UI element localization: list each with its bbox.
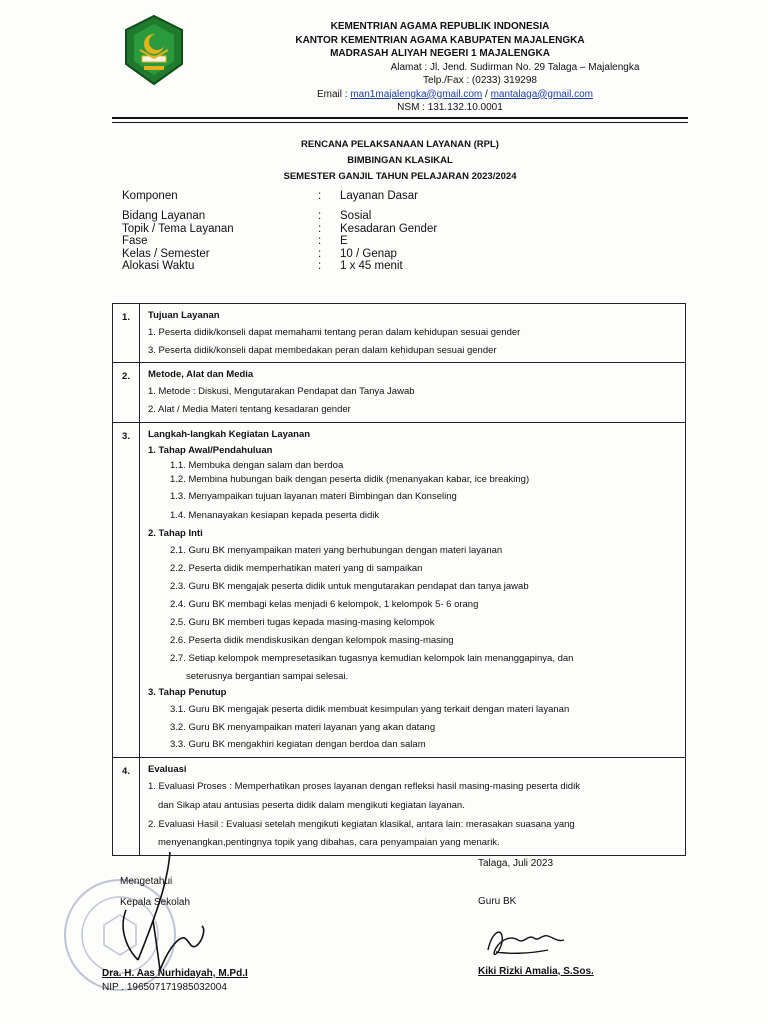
section-heading: Tujuan Layanan: [148, 310, 220, 321]
place-date: Talaga, Juli 2023: [478, 858, 554, 869]
letterhead-school: MADRASAH ALIYAH NEGERI 1 MAJALENGKA: [330, 48, 550, 59]
headmaster-known-label: Mengetahui: [120, 876, 173, 887]
section-body: [140, 758, 686, 856]
list-item: 2. Evaluasi Hasil : Evaluasi setelah mengikuti kegiatan klasikal, antara lain: merasakan suasana yang: [148, 819, 575, 830]
section-heading: Langkah-langkah Kegiatan Layanan: [148, 429, 311, 440]
section-number: 2.: [113, 363, 140, 423]
table-row: [113, 363, 686, 423]
headmaster-title: Kepala Sekolah: [120, 897, 191, 908]
meta-colon: :: [318, 260, 322, 272]
section-body: [140, 423, 686, 758]
list-item-continuation: seterusnya bergantian sampai selesai.: [186, 671, 349, 682]
list-item: 3.2. Guru BK menyampaikan materi layanan yang akan datang: [170, 722, 436, 733]
meta-key: Komponen: [122, 190, 178, 202]
list-item: 3.1. Guru BK mengajak peserta didik membuat kesimpulan yang terkait dengan materi layanan: [170, 704, 570, 715]
email-separator: /: [482, 88, 491, 100]
list-item: 1.4. Menanayakan kesiapan kepada peserta didik: [170, 510, 380, 521]
letterhead-divider-thick: [112, 117, 688, 119]
meta-colon: :: [318, 190, 322, 202]
phase-title: 1. Tahap Awal/Pendahuluan: [148, 445, 273, 456]
list-item: 2.4. Guru BK membagi kelas menjadi 6 kelompok, 1 kelompok 5- 6 orang: [170, 599, 479, 610]
meta-colon: :: [318, 222, 322, 235]
section-number: 4.: [113, 758, 140, 856]
headmaster-signature-icon: [98, 850, 228, 985]
list-item-continuation: menyenangkan,pentingnya topik yang dibahas, cara penyampaian yang menarik.: [158, 837, 500, 848]
meta-key: Topik / Tema Layanan: [122, 222, 234, 235]
letterhead-phone: Telp./Fax : (0233) 319298: [423, 75, 537, 86]
title-line-3: SEMESTER GANJIL TAHUN PELAJARAN 2023/2024: [283, 171, 517, 182]
section-number: 3.: [113, 423, 140, 758]
letterhead: [210, 20, 670, 115]
meta-colon: :: [318, 247, 322, 260]
meta-key: Kelas / Semester: [122, 247, 210, 260]
meta-value: Layanan Dasar: [340, 190, 418, 202]
email-link-1[interactable]: man1majalengka@gmail.com: [350, 88, 483, 100]
list-item: 2.7. Setiap kelompok mempresetasikan tugasnya kemudian kelompok lain menanggapinya, dan: [170, 653, 574, 664]
meta-value: Kesadaran Gender: [340, 222, 438, 235]
phase-title: 3. Tahap Penutup: [148, 687, 227, 698]
list-item: 2.2. Peserta didik memperhatikan materi yang di sampaikan: [170, 563, 423, 574]
meta-value: 1 x 45 menit: [340, 260, 403, 272]
counselor-signature-icon: [478, 920, 568, 970]
meta-colon: :: [318, 235, 322, 247]
list-item: 3. Peserta didik/konseli dapat membedakan peran dalam kehidupan sesuai gender: [148, 345, 497, 356]
list-item: 2.5. Guru BK memberi tugas kepada masing-masing kelompok: [170, 617, 435, 628]
section-heading: Evaluasi: [148, 764, 187, 775]
meta-colon: :: [318, 210, 322, 222]
meta-value: Sosial: [340, 210, 372, 222]
document-title: [140, 137, 660, 185]
meta-key: Alokasi Waktu: [122, 260, 195, 272]
rpl-table: [112, 303, 686, 856]
section-body: [140, 363, 686, 423]
table-row: [113, 423, 686, 758]
letterhead-divider-thin: [112, 122, 688, 123]
list-item-continuation: dan Sikap atau antusias peserta didik dalam mengikuti kegiatan layanan.: [158, 800, 465, 811]
list-item: 1.3. Menyampaikan tujuan layanan materi Bimbingan dan Konseling: [170, 491, 457, 502]
section-heading: Metode, Alat dan Media: [148, 369, 254, 380]
list-item: 2. Alat / Media Materi tentang kesadaran gender: [148, 404, 351, 415]
email-link-2[interactable]: mantalaga@gmail.com: [490, 88, 593, 100]
section-number: 1.: [113, 304, 140, 363]
title-line-2: BIMBINGAN KLASIKAL: [347, 155, 453, 166]
letterhead-nsm: NSM : 131.132.10.0001: [397, 102, 503, 113]
counselor-name: Kiki Rizki Amalia, S.Sos.: [478, 966, 594, 977]
list-item: 2.1. Guru BK menyampaikan materi yang berhubungan dengan materi layanan: [170, 545, 503, 556]
list-item: 1.1. Membuka dengan salam dan berdoa: [170, 460, 344, 471]
letterhead-ministry: KEMENTRIAN AGAMA REPUBLIK INDONESIA: [330, 21, 550, 32]
list-item: 1.2. Membina hubungan baik dengan peserta didik (menanyakan kabar, ice breaking): [170, 474, 530, 485]
list-item: 2.6. Peserta didik mendiskusikan dengan kelompok masing-masing: [170, 635, 454, 646]
section-body: [140, 304, 686, 363]
letterhead-email: [210, 88, 670, 102]
list-item: 2.3. Guru BK mengajak peserta didik untuk mengutarakan pendapat dan tanya jawab: [170, 581, 529, 592]
meta-value: E: [340, 235, 348, 247]
counselor-role: Guru BK: [478, 896, 517, 907]
letterhead-address: Alamat : Jl. Jend. Sudirman No. 29 Talaga – Majalengka: [390, 61, 640, 73]
ministry-logo: [122, 14, 186, 86]
title-line-1: RENCANA PELAKSANAAN LAYANAN (RPL): [301, 139, 499, 150]
headmaster-name: Dra. H. Aas Nurhidayah, M.Pd.I: [102, 968, 248, 979]
list-item: 1. Peserta didik/konseli dapat memahami tentang peran dalam kehidupan sesuai gender: [148, 327, 521, 338]
phase-title: 2. Tahap Inti: [148, 528, 203, 539]
letterhead-office: KANTOR KEMENTRIAN AGAMA KABUPATEN MAJALENGKA: [295, 34, 585, 46]
meta-key: Bidang Layanan: [122, 210, 206, 222]
table-row: [113, 304, 686, 363]
headmaster-nip: NIP . 196507171985032004: [102, 982, 227, 993]
meta-value: 10 / Genap: [340, 247, 397, 260]
list-item: 3.3. Guru BK mengakhiri kegiatan dengan berdoa dan salam: [170, 739, 426, 750]
list-item: 1. Metode : Diskusi, Mengutarakan Pendapat dan Tanya Jawab: [148, 386, 415, 397]
meta-key: Fase: [122, 235, 148, 247]
table-row: [113, 758, 686, 856]
list-item: 1. Evaluasi Proses : Memperhatikan proses layanan dengan refleksi hasil masing-masing peserta didik: [148, 781, 580, 792]
email-label: Email :: [317, 88, 351, 100]
